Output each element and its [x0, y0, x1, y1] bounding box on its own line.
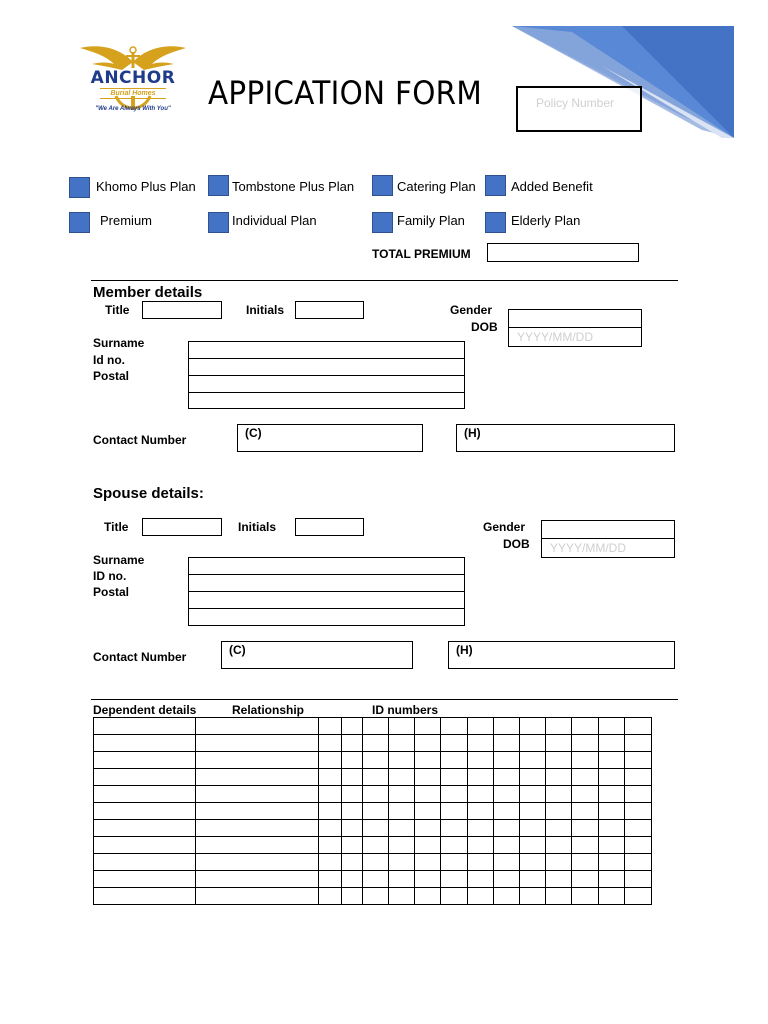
member-postal-label: Postal [93, 369, 130, 383]
individual-plan-checkbox[interactable] [208, 212, 229, 233]
member-id-label: Id no. [93, 353, 125, 367]
id-digit-cell[interactable] [318, 871, 341, 888]
id-digit-cell[interactable] [624, 837, 651, 854]
id-digit-cell[interactable] [546, 888, 572, 905]
id-digit-cell[interactable] [467, 718, 493, 735]
id-digit-cell[interactable] [341, 837, 362, 854]
id-digit-cell[interactable] [441, 837, 467, 854]
id-digit-cell[interactable] [389, 820, 415, 837]
id-digit-cell[interactable] [362, 735, 388, 752]
id-digit-cell[interactable] [520, 769, 546, 786]
id-digit-cell[interactable] [341, 735, 362, 752]
spouse-surname-field[interactable] [188, 557, 465, 575]
member-initials-field[interactable] [295, 301, 364, 319]
id-digit-cell[interactable] [520, 871, 546, 888]
member-title-field[interactable] [142, 301, 222, 319]
added-benefit-label: Added Benefit [511, 179, 593, 194]
member-cell-field[interactable] [237, 424, 423, 452]
relationship-cell[interactable] [195, 752, 318, 769]
id-digit-cell[interactable] [520, 752, 546, 769]
premium-label: Premium [100, 213, 153, 228]
dependent-name-cell[interactable] [94, 752, 196, 769]
id-digit-cell[interactable] [441, 871, 467, 888]
id-digit-cell[interactable] [546, 752, 572, 769]
logo-wordmark: ANCHOR [90, 68, 176, 88]
id-digit-cell[interactable] [546, 718, 572, 735]
catering-plan-label: Catering Plan [397, 179, 476, 194]
id-digit-cell[interactable] [362, 752, 388, 769]
tombstone-plus-plan-checkbox[interactable] [208, 175, 229, 196]
dependent-details-header: Dependent details [93, 703, 197, 717]
id-digit-cell[interactable] [389, 854, 415, 871]
spouse-home-field[interactable] [448, 641, 675, 669]
id-digit-cell[interactable] [546, 786, 572, 803]
id-digit-cell[interactable] [493, 854, 519, 871]
id-digit-cell[interactable] [389, 888, 415, 905]
id-digit-cell[interactable] [341, 752, 362, 769]
dependent-row [94, 820, 652, 837]
spouse-contact-label: Contact Number [93, 650, 187, 664]
id-digit-cell[interactable] [318, 837, 341, 854]
id-digit-cell[interactable] [441, 752, 467, 769]
member-initials-label: Initials [246, 303, 285, 317]
id-digit-cell[interactable] [624, 888, 651, 905]
id-digit-cell[interactable] [493, 888, 519, 905]
spouse-dob-label: DOB [503, 537, 530, 551]
id-digit-cell[interactable] [318, 735, 341, 752]
id-digit-cell[interactable] [389, 803, 415, 820]
id-digit-cell[interactable] [341, 854, 362, 871]
member-postal-field-line2[interactable] [188, 392, 465, 409]
id-digit-cell[interactable] [624, 786, 651, 803]
spouse-gender-label: Gender [483, 520, 526, 534]
id-digit-cell[interactable] [341, 871, 362, 888]
id-digit-cell[interactable] [362, 803, 388, 820]
id-digit-cell[interactable] [598, 888, 624, 905]
id-digit-cell[interactable] [572, 735, 598, 752]
id-digit-cell[interactable] [362, 769, 388, 786]
id-digit-cell[interactable] [598, 854, 624, 871]
dependent-name-cell[interactable] [94, 769, 196, 786]
dependent-row [94, 803, 652, 820]
id-digit-cell[interactable] [572, 888, 598, 905]
id-digit-cell[interactable] [389, 837, 415, 854]
id-digit-cell[interactable] [389, 718, 415, 735]
relationship-cell[interactable] [195, 871, 318, 888]
id-digit-cell[interactable] [572, 718, 598, 735]
id-digit-cell[interactable] [415, 718, 441, 735]
id-digit-cell[interactable] [441, 820, 467, 837]
spouse-id-field[interactable] [188, 574, 465, 592]
id-digit-cell[interactable] [415, 888, 441, 905]
id-digit-cell[interactable] [520, 854, 546, 871]
relationship-header: Relationship [232, 703, 305, 717]
dependent-name-cell[interactable] [94, 786, 196, 803]
id-digit-cell[interactable] [467, 735, 493, 752]
dependent-row [94, 786, 652, 803]
id-digit-cell[interactable] [493, 803, 519, 820]
id-digit-cell[interactable] [572, 752, 598, 769]
id-digit-cell[interactable] [441, 769, 467, 786]
relationship-cell[interactable] [195, 837, 318, 854]
spouse-title-label: Title [104, 520, 129, 534]
relationship-cell[interactable] [195, 786, 318, 803]
dependent-name-cell[interactable] [94, 735, 196, 752]
member-surname-label: Surname [93, 336, 145, 350]
spouse-postal-label: Postal [93, 585, 130, 599]
id-digit-cell[interactable] [415, 735, 441, 752]
id-digit-cell[interactable] [415, 854, 441, 871]
id-digit-cell[interactable] [598, 837, 624, 854]
id-digit-cell[interactable] [598, 752, 624, 769]
spouse-initials-field[interactable] [295, 518, 364, 536]
id-digit-cell[interactable] [624, 854, 651, 871]
id-digit-cell[interactable] [341, 786, 362, 803]
member-surname-field[interactable] [188, 341, 465, 359]
member-dob-label: DOB [471, 320, 498, 334]
id-digit-cell[interactable] [572, 803, 598, 820]
dependents-table [93, 717, 652, 905]
company-logo [78, 40, 188, 124]
id-digit-cell[interactable] [493, 871, 519, 888]
dependent-row [94, 888, 652, 905]
id-digit-cell[interactable] [598, 820, 624, 837]
member-details-heading: Member details [93, 284, 203, 301]
id-digit-cell[interactable] [341, 803, 362, 820]
logo-subtitle: Burial Homes [100, 88, 166, 99]
id-digit-cell[interactable] [520, 786, 546, 803]
id-digit-cell[interactable] [318, 820, 341, 837]
id-digit-cell[interactable] [362, 718, 388, 735]
dependent-row [94, 752, 652, 769]
dependent-name-cell[interactable] [94, 820, 196, 837]
id-digit-cell[interactable] [598, 735, 624, 752]
elderly-plan-label: Elderly Plan [511, 213, 581, 228]
id-digit-cell[interactable] [467, 752, 493, 769]
tombstone-plus-plan-label: Tombstone Plus Plan [232, 179, 355, 194]
id-digit-cell[interactable] [520, 718, 546, 735]
id-digit-cell[interactable] [441, 786, 467, 803]
member-home-field[interactable] [456, 424, 675, 452]
id-digit-cell[interactable] [341, 769, 362, 786]
member-contact-label: Contact Number [93, 433, 187, 447]
id-digit-cell[interactable] [467, 888, 493, 905]
id-digit-cell[interactable] [572, 837, 598, 854]
id-digit-cell[interactable] [493, 769, 519, 786]
relationship-cell[interactable] [195, 718, 318, 735]
spouse-initials-label: Initials [238, 520, 277, 534]
id-digit-cell[interactable] [493, 786, 519, 803]
dependent-name-cell[interactable] [94, 854, 196, 871]
id-digit-cell[interactable] [546, 871, 572, 888]
spouse-title-field[interactable] [142, 518, 222, 536]
spouse-cell-prefix: (C) [229, 643, 246, 657]
spouse-gender-field[interactable] [541, 520, 675, 539]
id-digit-cell[interactable] [493, 820, 519, 837]
dependent-name-cell[interactable] [94, 837, 196, 854]
member-dob-placeholder: YYYY/MM/DD [517, 330, 594, 344]
member-cell-prefix: (C) [245, 426, 262, 440]
id-digit-cell[interactable] [624, 871, 651, 888]
catering-plan-checkbox[interactable] [372, 175, 393, 196]
dependent-name-cell[interactable] [94, 718, 196, 735]
id-digit-cell[interactable] [546, 803, 572, 820]
id-digit-cell[interactable] [467, 803, 493, 820]
id-digit-cell[interactable] [362, 854, 388, 871]
added-benefit-checkbox[interactable] [485, 175, 506, 196]
id-digit-cell[interactable] [493, 837, 519, 854]
id-digit-cell[interactable] [318, 718, 341, 735]
id-digit-cell[interactable] [341, 820, 362, 837]
id-digit-cell[interactable] [572, 871, 598, 888]
id-digit-cell[interactable] [318, 854, 341, 871]
id-digit-cell[interactable] [493, 752, 519, 769]
spouse-dob-field[interactable] [541, 538, 675, 558]
id-digit-cell[interactable] [598, 871, 624, 888]
id-digit-cell[interactable] [415, 837, 441, 854]
relationship-cell[interactable] [195, 888, 318, 905]
id-digit-cell[interactable] [362, 786, 388, 803]
id-digit-cell[interactable] [546, 769, 572, 786]
id-digit-cell[interactable] [415, 786, 441, 803]
member-dob-field[interactable] [508, 327, 642, 347]
id-digit-cell[interactable] [389, 786, 415, 803]
spouse-details-heading: Spouse details: [93, 485, 204, 502]
id-digit-cell[interactable] [624, 803, 651, 820]
id-digit-cell[interactable] [624, 769, 651, 786]
family-plan-checkbox[interactable] [372, 212, 393, 233]
id-digit-cell[interactable] [341, 718, 362, 735]
id-digit-cell[interactable] [572, 769, 598, 786]
elderly-plan-checkbox[interactable] [485, 212, 506, 233]
spouse-postal-field-line2[interactable] [188, 608, 465, 626]
id-digit-cell[interactable] [415, 871, 441, 888]
khomo-plus-plan-checkbox[interactable] [69, 177, 90, 198]
id-digit-cell[interactable] [520, 735, 546, 752]
id-digit-cell[interactable] [362, 820, 388, 837]
id-digit-cell[interactable] [389, 735, 415, 752]
id-digit-cell[interactable] [441, 854, 467, 871]
member-postal-field-line1[interactable] [188, 375, 465, 393]
id-digit-cell[interactable] [624, 718, 651, 735]
id-digit-cell[interactable] [467, 871, 493, 888]
spouse-surname-label: Surname [93, 553, 145, 567]
dependent-name-cell[interactable] [94, 871, 196, 888]
premium-checkbox[interactable] [69, 212, 90, 233]
divider [91, 280, 678, 281]
id-digit-cell[interactable] [415, 820, 441, 837]
divider [91, 699, 678, 700]
policy-number-field[interactable] [516, 86, 642, 132]
id-digit-cell[interactable] [441, 735, 467, 752]
id-digit-cell[interactable] [546, 854, 572, 871]
id-digit-cell[interactable] [341, 888, 362, 905]
member-title-label: Title [105, 303, 130, 317]
total-premium-field[interactable] [487, 243, 639, 262]
individual-plan-label: Individual Plan [232, 213, 317, 228]
id-digit-cell[interactable] [493, 718, 519, 735]
id-digit-cell[interactable] [598, 769, 624, 786]
id-digit-cell[interactable] [318, 803, 341, 820]
id-digit-cell[interactable] [467, 786, 493, 803]
id-digit-cell[interactable] [572, 786, 598, 803]
id-digit-cell[interactable] [546, 820, 572, 837]
id-digit-cell[interactable] [598, 786, 624, 803]
relationship-cell[interactable] [195, 820, 318, 837]
id-digit-cell[interactable] [467, 769, 493, 786]
id-digit-cell[interactable] [546, 735, 572, 752]
id-digit-cell[interactable] [362, 888, 388, 905]
id-digit-cell[interactable] [467, 837, 493, 854]
spouse-id-label: ID no. [93, 569, 127, 583]
dependent-row [94, 871, 652, 888]
id-digit-cell[interactable] [520, 888, 546, 905]
spouse-dob-placeholder: YYYY/MM/DD [550, 541, 627, 555]
spouse-postal-field-line1[interactable] [188, 591, 465, 609]
id-digit-cell[interactable] [467, 854, 493, 871]
id-digit-cell[interactable] [318, 769, 341, 786]
id-digit-cell[interactable] [624, 735, 651, 752]
relationship-cell[interactable] [195, 803, 318, 820]
id-digit-cell[interactable] [520, 820, 546, 837]
id-digit-cell[interactable] [546, 837, 572, 854]
id-digit-cell[interactable] [441, 718, 467, 735]
dependent-row [94, 854, 652, 871]
dependent-name-cell[interactable] [94, 803, 196, 820]
relationship-cell[interactable] [195, 735, 318, 752]
id-numbers-header: ID numbers [372, 703, 439, 717]
id-digit-cell[interactable] [389, 769, 415, 786]
khomo-plus-plan-label: Khomo Plus Plan [96, 179, 196, 194]
spouse-cell-field[interactable] [221, 641, 413, 669]
id-digit-cell[interactable] [598, 803, 624, 820]
id-digit-cell[interactable] [415, 752, 441, 769]
id-digit-cell[interactable] [318, 786, 341, 803]
id-digit-cell[interactable] [467, 820, 493, 837]
dependent-row [94, 837, 652, 854]
relationship-cell[interactable] [195, 854, 318, 871]
member-gender-field[interactable] [508, 309, 642, 328]
dependent-row [94, 735, 652, 752]
id-digit-cell[interactable] [415, 803, 441, 820]
dependent-row [94, 718, 652, 735]
spouse-home-prefix: (H) [456, 643, 473, 657]
id-digit-cell[interactable] [389, 752, 415, 769]
family-plan-label: Family Plan [397, 213, 465, 228]
dependent-row [94, 769, 652, 786]
id-digit-cell[interactable] [572, 854, 598, 871]
id-digit-cell[interactable] [598, 718, 624, 735]
id-digit-cell[interactable] [318, 888, 341, 905]
id-digit-cell[interactable] [624, 820, 651, 837]
id-digit-cell[interactable] [318, 752, 341, 769]
form-title: APPICATION FORM [208, 74, 483, 112]
id-digit-cell[interactable] [441, 803, 467, 820]
id-digit-cell[interactable] [520, 837, 546, 854]
member-gender-label: Gender [450, 303, 493, 317]
dependent-name-cell[interactable] [94, 888, 196, 905]
member-id-field[interactable] [188, 358, 465, 376]
id-digit-cell[interactable] [493, 735, 519, 752]
id-digit-cell[interactable] [441, 888, 467, 905]
relationship-cell[interactable] [195, 769, 318, 786]
id-digit-cell[interactable] [572, 820, 598, 837]
id-digit-cell[interactable] [389, 871, 415, 888]
total-premium-label: TOTAL PREMIUM [372, 247, 471, 261]
id-digit-cell[interactable] [362, 837, 388, 854]
member-home-prefix: (H) [464, 426, 481, 440]
policy-number-placeholder: Policy Number [536, 96, 615, 110]
id-digit-cell[interactable] [624, 752, 651, 769]
logo-tagline: "We Are Always With You" [95, 106, 171, 112]
id-digit-cell[interactable] [415, 769, 441, 786]
id-digit-cell[interactable] [520, 803, 546, 820]
id-digit-cell[interactable] [362, 871, 388, 888]
